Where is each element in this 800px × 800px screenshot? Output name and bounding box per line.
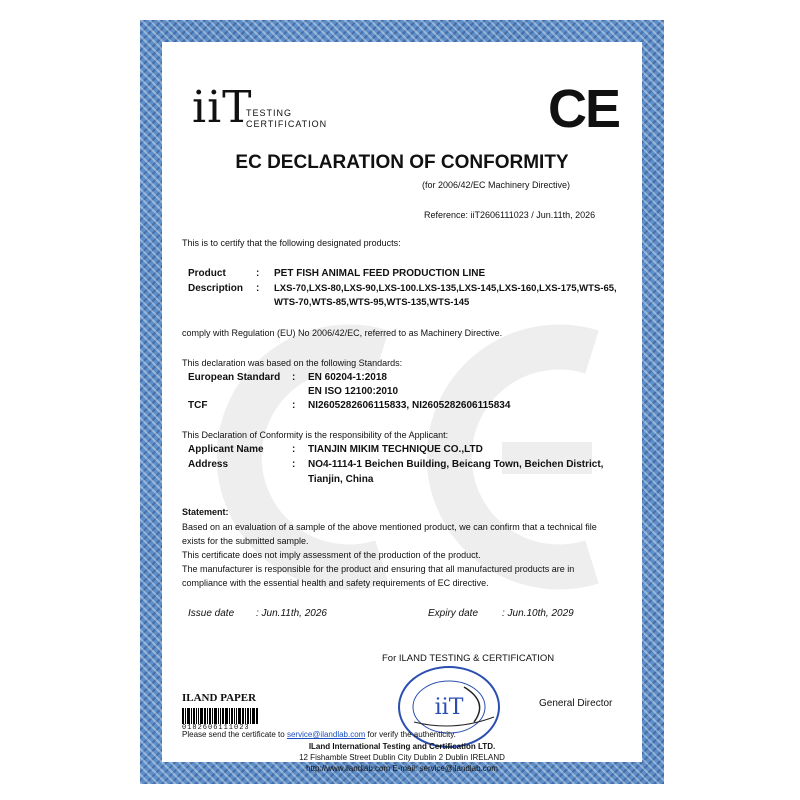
applicant-name-label: Applicant Name <box>188 444 264 455</box>
document-subtitle: (for 2006/42/EC Machinery Directive) <box>422 180 571 190</box>
statement-heading: Statement: <box>182 507 229 517</box>
signature-role: General Director <box>539 698 613 709</box>
logo-subtitle: TESTING CERTIFICATION <box>246 108 328 129</box>
signature-for-line: For ILAND TESTING & CERTIFICATION <box>382 653 555 664</box>
applicant-name-value: TIANJIN MIKIM TECHNIQUE CO.,LTD <box>308 444 483 455</box>
description-line-2: WTS-70,WTS-85,WTS-95,WTS-135,WTS-145 <box>274 297 470 308</box>
address-colon: : <box>292 459 296 470</box>
standard-2: EN ISO 12100:2010 <box>308 386 399 397</box>
product-label: Product <box>188 268 226 279</box>
description-colon: : <box>256 283 260 294</box>
barcode-icon <box>182 708 282 724</box>
description-label: Description <box>188 283 244 294</box>
expiry-date-label: Expiry date <box>428 608 479 619</box>
footer-company: ILand International Testing and Certification LTD. <box>308 742 496 751</box>
footer-send-line: Please send the certificate to service@ilandlab.com for verify the authenticity. <box>182 730 456 739</box>
barcode-label: ILAND PAPER <box>182 692 257 704</box>
product-colon: : <box>256 268 260 279</box>
address-line-1: NO4-1114-1 Beichen Building, Beicang Town, Beichen District, <box>308 459 604 470</box>
european-standard-label: European Standard <box>188 372 281 383</box>
statement-body: Based on an evaluation of a sample of the above mentioned product, we can confirm that a technical file exists for the submitted sample. This certificate does not imply assessment of the production of the product. The manufacturer is responsible for the product and ensuring that all manufactured products are in compliance with the essential health and safety requirements of EC directive. <box>182 522 597 588</box>
description-line-1: LXS-70,LXS-80,LXS-90,LXS-100.LXS-135,LXS-145,LXS-160,LXS-175,WTS-65, <box>274 283 617 294</box>
barcode-number: 0182606111023 <box>182 724 250 732</box>
reference-number: Reference: iiT2606111023 / Jun.11th, 2026 <box>424 210 596 220</box>
ce-mark: CE <box>548 79 620 139</box>
footer-web-email: http://www.ilandlab.com E-mail: service@ilandlab.com <box>306 764 498 773</box>
document-title: EC DECLARATION OF CONFORMITY <box>235 152 569 173</box>
address-line-2: Tianjin, China <box>308 474 374 485</box>
comply-text: comply with Regulation (EU) No 2006/42/EC, referred to as Machinery Directive. <box>182 328 503 338</box>
tcf-label: TCF <box>188 400 208 411</box>
certificate-paper <box>162 42 642 773</box>
applicant-name-colon: : <box>292 444 296 455</box>
barcode-block <box>182 692 282 732</box>
issue-date-label: Issue date <box>188 608 235 619</box>
standard-1: EN 60204-1:2018 <box>308 372 387 383</box>
tcf-colon: : <box>292 400 296 411</box>
intro-text: This is to certify that the following designated products: <box>182 238 401 248</box>
certificate-border <box>140 20 664 784</box>
address-label: Address <box>188 459 229 470</box>
footer-address: 12 Fishamble Street Dublin City Dublin 2 Dublin IRELAND <box>299 753 505 762</box>
expiry-date-value: : Jun.10th, 2029 <box>502 608 574 619</box>
svg-text:iiT: iiT <box>434 695 464 720</box>
product-value: PET FISH ANIMAL FEED PRODUCTION LINE <box>274 268 486 279</box>
email-link[interactable]: service@ilandlab.com <box>286 730 366 739</box>
standards-intro: This declaration was based on the following Standards: <box>182 358 403 368</box>
iit-logo: iiT <box>192 82 253 133</box>
issue-date-value: : Jun.11th, 2026 <box>256 608 327 619</box>
tcf-value: NI2605282606115833, NI2605282606115834 <box>308 400 511 411</box>
european-standard-colon: : <box>292 372 296 383</box>
applicant-intro: This Declaration of Conformity is the responsibility of the Applicant: <box>182 430 449 440</box>
